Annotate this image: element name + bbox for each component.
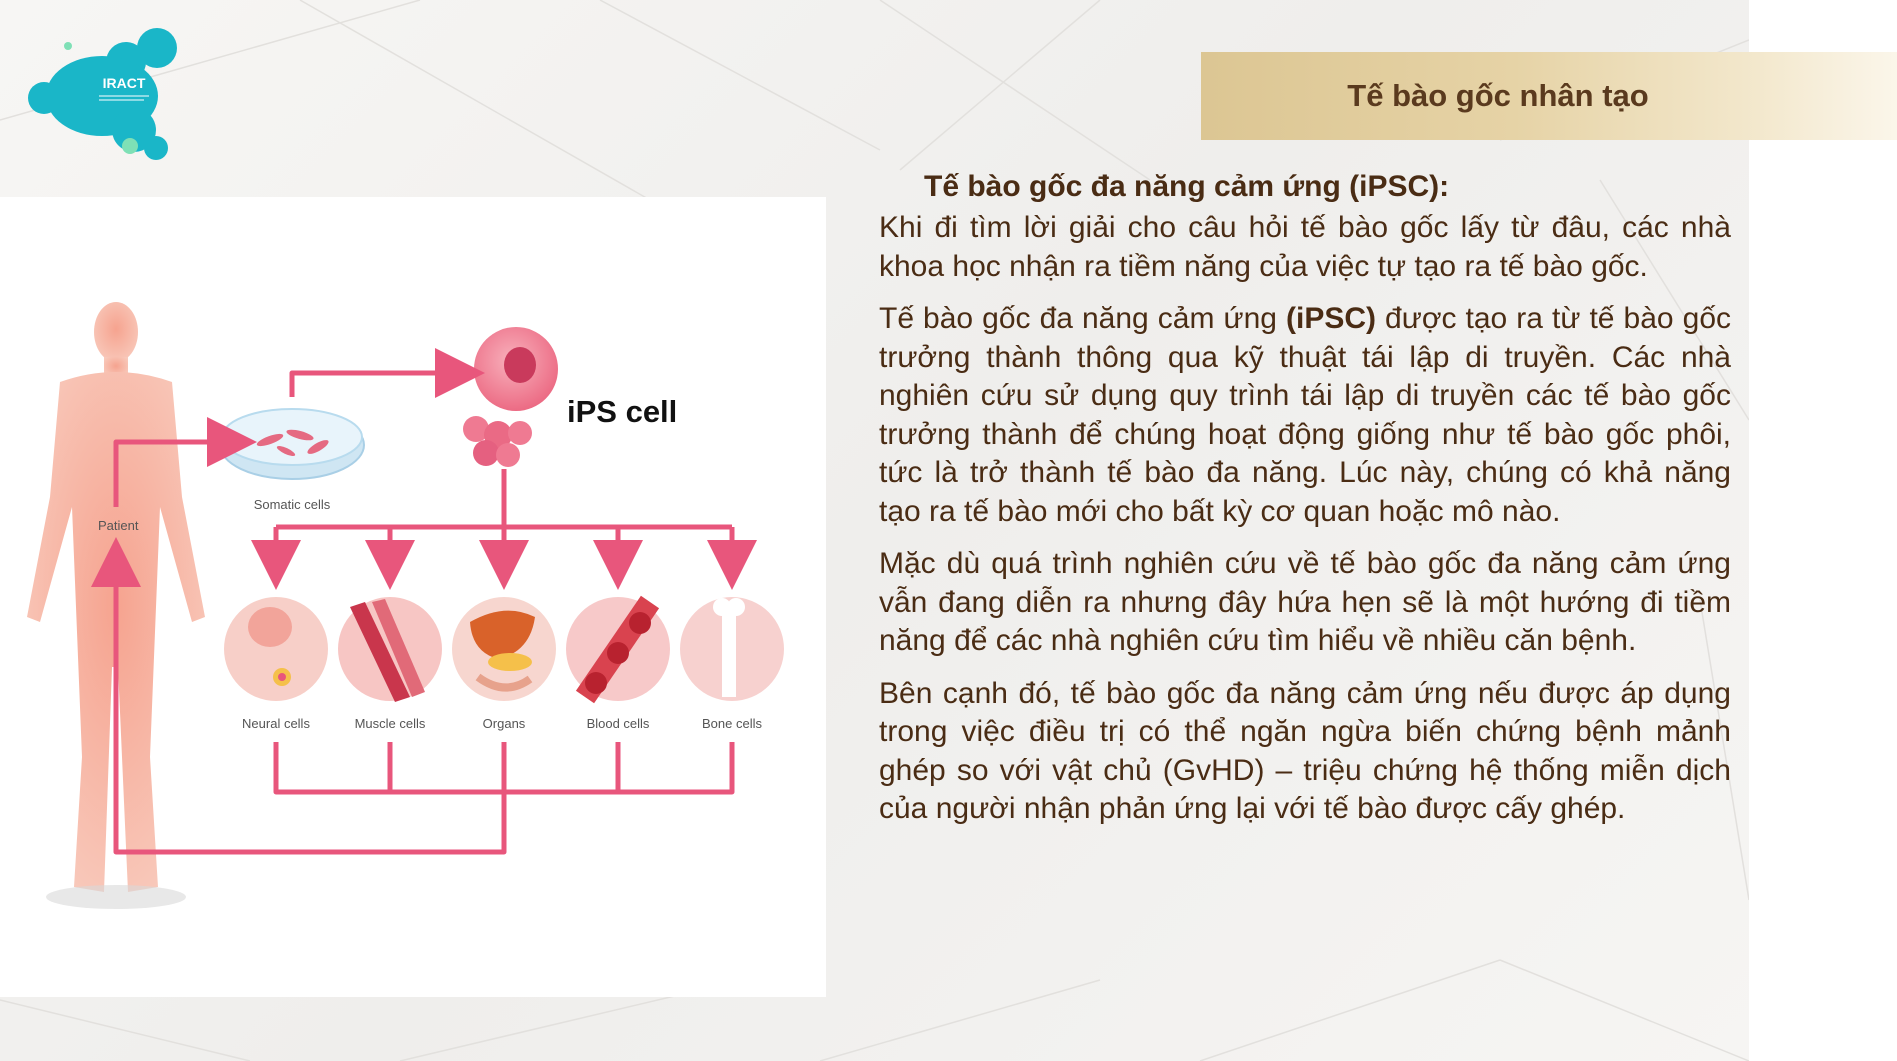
ips-cell-label: iPS cell [567, 394, 678, 429]
organs-icon [452, 597, 556, 701]
organs-label: Organs [482, 716, 526, 731]
svg-text:IRACT: IRACT [102, 75, 146, 91]
neural-cells-label: Neural cells [242, 716, 310, 731]
blood-cells-label: Blood cells [586, 716, 650, 731]
muscle-cells-label: Muscle cells [354, 716, 426, 731]
paragraph-2-bold: (iPSC) [1286, 302, 1376, 335]
paragraph-2 [879, 300, 1731, 531]
bone-cells-icon [680, 597, 784, 701]
paragraph-1: Khi đi tìm lời giải cho câu hỏi tế bào gốc lấy từ đâu, các nhà khoa học nhận ra tiềm năng của việc tự tạo ra tế bào gốc. [879, 211, 1731, 283]
paragraph-2-end: được tạo ra từ tế bào gốc trưởng thành thông qua kỹ thuật tái lập di truyền. Các nhà nghiên cứu sử dụng quy trình tái lập di truyền các tế bào gốc trưởng thành để chúng hoạt động giống như tế bào gốc phôi, tức là trở thành tế bào đa năng. Lúc này, chúng có khả năng tạo ra tế bào mới cho bất kỳ cơ quan hoặc mô nào. [879, 302, 1732, 528]
patient-label: Patient [98, 518, 139, 533]
slide-title: Tế bào gốc nhân tạo [1347, 78, 1649, 113]
paragraph-2-start: Tế bào gốc đa năng cảm ứng [879, 302, 1286, 335]
content-text [879, 165, 1731, 843]
title-banner [1201, 52, 1897, 140]
paragraph-4: Bên cạnh đó, tế bào gốc đa năng cảm ứng nếu được áp dụng trong việc điều trị có thể ngăn ngừa biến chứng bệnh mảnh ghép so với vật chủ (GvHD) – triệu chứng hệ thống miễn dịch của người nhận phản ứng lại với tế bào được cấy ghép. [879, 676, 1731, 825]
blood-cells-icon [566, 597, 670, 701]
iract-logo [24, 26, 184, 161]
ips-cell-icon [463, 327, 558, 467]
paragraph-3: Mặc dù quá trình nghiên cứu về tế bào gốc đa năng cảm ứng vẫn đang diễn ra nhưng đây hứa hẹn sẽ là một hướng đi tiềm năng để các nhà nghiên cứu tìm hiểu về nhiều căn bệnh. [879, 547, 1731, 657]
neural-cells-icon [224, 597, 328, 701]
bone-cells-label: Bone cells [702, 716, 762, 731]
section-heading: Tế bào gốc đa năng cảm ứng (iPSC): [924, 170, 1450, 203]
somatic-cells-dish [220, 409, 364, 479]
muscle-cells-icon [338, 597, 442, 702]
somatic-cells-label: Somatic cells [253, 497, 331, 512]
ipsc-diagram [0, 197, 826, 997]
slide-margin [1749, 0, 1897, 1061]
